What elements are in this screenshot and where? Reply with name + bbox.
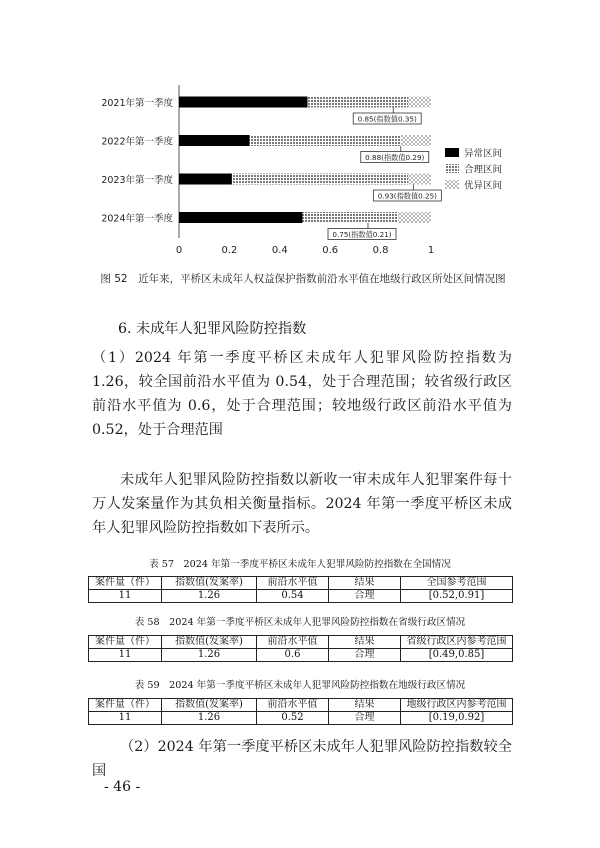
header-cell: 结果 <box>329 636 401 649</box>
table-cell: 1.26 <box>162 649 257 662</box>
bar-segment <box>179 174 232 185</box>
table-cell: [0.49,0.85] <box>401 649 513 662</box>
table-header-row <box>89 577 513 590</box>
header-cell: 结果 <box>329 577 401 590</box>
header-cell: 前沿水平值 <box>257 577 329 590</box>
category-label: 2022年第一季度 <box>101 136 173 148</box>
category-label: 2024年第一季度 <box>101 213 173 225</box>
annotation-label: 0.75(指数值0.21) <box>332 230 392 239</box>
x-tick-label: 0.2 <box>221 245 238 256</box>
table-cell: 0.54 <box>257 590 329 603</box>
annotation-label: 0.88(指数值0.29) <box>365 153 425 162</box>
page-number: - 46 - <box>104 779 141 795</box>
table-58 <box>88 635 513 662</box>
table-57 <box>88 576 513 603</box>
legend-swatch <box>445 180 459 189</box>
bar-segment <box>179 135 250 146</box>
category-label: 2023年第一季度 <box>101 175 173 186</box>
header-cell: 地级行政区内参考范围 <box>401 699 513 712</box>
bar-segment <box>408 97 431 108</box>
table-57-title: 表 57 2024 年第一季度平桥区未成年人犯罪风险防控指数在全国情况 <box>149 559 451 570</box>
bar-segment <box>179 212 302 223</box>
legend-swatch <box>445 164 459 173</box>
header-cell: 案件量（件） <box>89 636 162 649</box>
bar-segment <box>408 174 431 185</box>
header-cell: 前沿水平值 <box>257 699 329 712</box>
figure-caption: 图 52 近年来，平桥区未成年人权益保护指数前沿水平值在地级行政区所处区间情况图 <box>100 273 506 285</box>
header-cell: 全国参考范围 <box>401 577 513 590</box>
legend-label: 异常区间 <box>464 148 503 160</box>
legend-label: 合理区间 <box>464 164 503 176</box>
table-cell: 11 <box>89 590 162 603</box>
header-cell: 前沿水平值 <box>257 636 329 649</box>
bar-segment <box>308 97 409 108</box>
bar-segment <box>302 212 398 223</box>
legend-label: 优异区间 <box>464 180 503 192</box>
table-row <box>89 649 513 662</box>
section-heading: 6. 未成年人犯罪风险防控指数 <box>118 321 307 337</box>
table-cell: 合理 <box>329 649 401 662</box>
table-cell: 11 <box>89 649 162 662</box>
x-tick-label: 0.6 <box>322 245 339 256</box>
annotation-label: 0.85(指数值0.35) <box>357 114 417 124</box>
table-58-title: 表 58 2024 年第一季度平桥区未成年人犯罪风险防控指数在省级行政区情况 <box>134 617 466 628</box>
bar-segment <box>401 135 431 146</box>
table-header-row <box>89 699 513 712</box>
annotation-label: 0.93(指数值0.25) <box>377 191 437 201</box>
category-label: 2021年第一季度 <box>101 98 173 109</box>
table-header-row <box>89 636 513 649</box>
bar-segment <box>250 135 401 146</box>
bar-segment <box>232 174 408 185</box>
table-cell: 1.26 <box>162 590 257 603</box>
header-cell: 指数值(发案率) <box>162 699 257 712</box>
paragraph-3: （2）2024 年第一季度平桥区未成年人犯罪风险防控指数较全国 <box>92 739 512 779</box>
table-59 <box>88 698 513 725</box>
header-cell: 结果 <box>329 699 401 712</box>
header-cell: 案件量（件） <box>89 577 162 590</box>
table-cell: 0.6 <box>257 649 329 662</box>
x-tick-label: 1 <box>427 245 435 256</box>
x-tick-label: 0 <box>175 245 183 256</box>
header-cell: 指数值(发案率) <box>162 636 257 649</box>
x-tick-label: 0.4 <box>271 245 288 256</box>
legend-swatch <box>445 148 459 157</box>
bar-segment <box>179 97 308 108</box>
header-cell: 省级行政区内参考范围 <box>401 636 513 649</box>
table-cell: [0.52,0.91] <box>401 590 513 603</box>
interval-chart <box>95 85 585 265</box>
header-cell: 指数值(发案率) <box>162 577 257 590</box>
paragraph-1: （1）2024 年第一季度平桥区未成年人犯罪风险防控指数为 1.26，较全国前沿水平值为 0.54，处于合理范围；较省级行政区前沿水平值为 0.6，处于合理范围；较地级行政区前沿水平值为 0.52，处于合理范围 <box>92 350 512 438</box>
table-cell: 0.52 <box>257 712 329 725</box>
bar-segment <box>398 212 431 223</box>
table-cell: 1.26 <box>162 712 257 725</box>
paragraph-2: 未成年人犯罪风险防控指数以新收一审未成年人犯罪案件每十万人发案量作为其负相关衡量指标。2024 年第一季度平桥区未成年人犯罪风险防控指数如下表所示。 <box>92 472 512 536</box>
table-59-title: 表 59 2024 年第一季度平桥区未成年人犯罪风险防控指数在地级行政区情况 <box>134 680 466 691</box>
table-cell: 11 <box>89 712 162 725</box>
header-cell: 案件量（件） <box>89 699 162 712</box>
table-row <box>89 712 513 725</box>
table-cell: 合理 <box>329 590 401 603</box>
table-cell: 合理 <box>329 712 401 725</box>
table-cell: [0.19,0.92] <box>401 712 513 725</box>
table-row <box>89 590 513 603</box>
x-tick-label: 0.8 <box>372 245 389 256</box>
